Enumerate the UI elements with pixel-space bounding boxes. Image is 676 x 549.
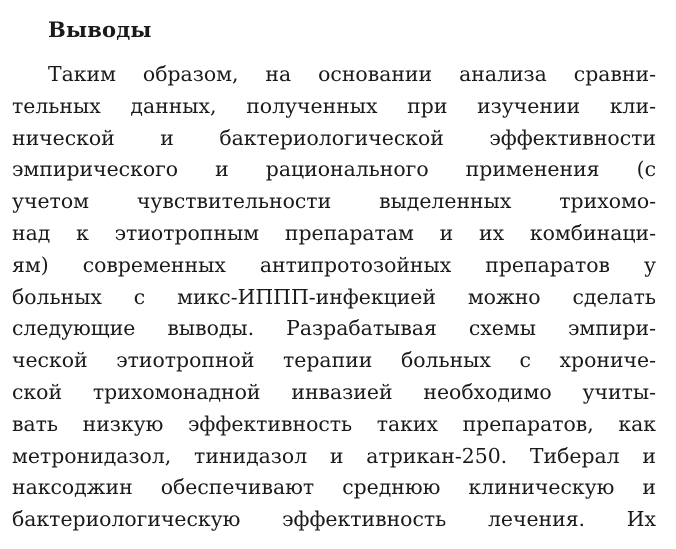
text-line: ской трихомонадной инвазией необходимо учиты- [12,379,656,404]
text-line: нической и бактериологической эффективности [12,125,656,150]
section-heading: Выводы [48,17,152,42]
document-page [12,0,656,549]
text-line: учетом чувствительности выделенных трихомо- [12,189,656,214]
text-line: метронидазол, тинидазол и атрикан-250. Тиберал и [12,443,656,468]
text-line: больных с микс-ИППП-инфекцией можно сделать [12,284,656,309]
text-line: бактериологическую эффективность лечения. Их [12,507,656,532]
text-line: Таким образом, на основании анализа сравни- [48,62,656,86]
paragraph [12,59,656,536]
text-line: эмпирического и рационального применения (с [12,157,656,182]
text-line: ям) современных антипротозойных препаратов у [12,252,656,277]
text-line: ческой этиотропной терапии больных с хрониче- [12,348,656,373]
text-line: тельных данных, полученных при изучении кли- [12,93,656,118]
text-line: наксоджин обеспечивают среднюю клиническую и [12,475,656,500]
text-line: над к этиотропным препаратам и их комбинаци- [12,220,656,245]
text-line: следующие выводы. Разрабатывая схемы эмпири- [12,316,656,341]
text-line: вать низкую эффективность таких препаратов, как [12,411,656,436]
